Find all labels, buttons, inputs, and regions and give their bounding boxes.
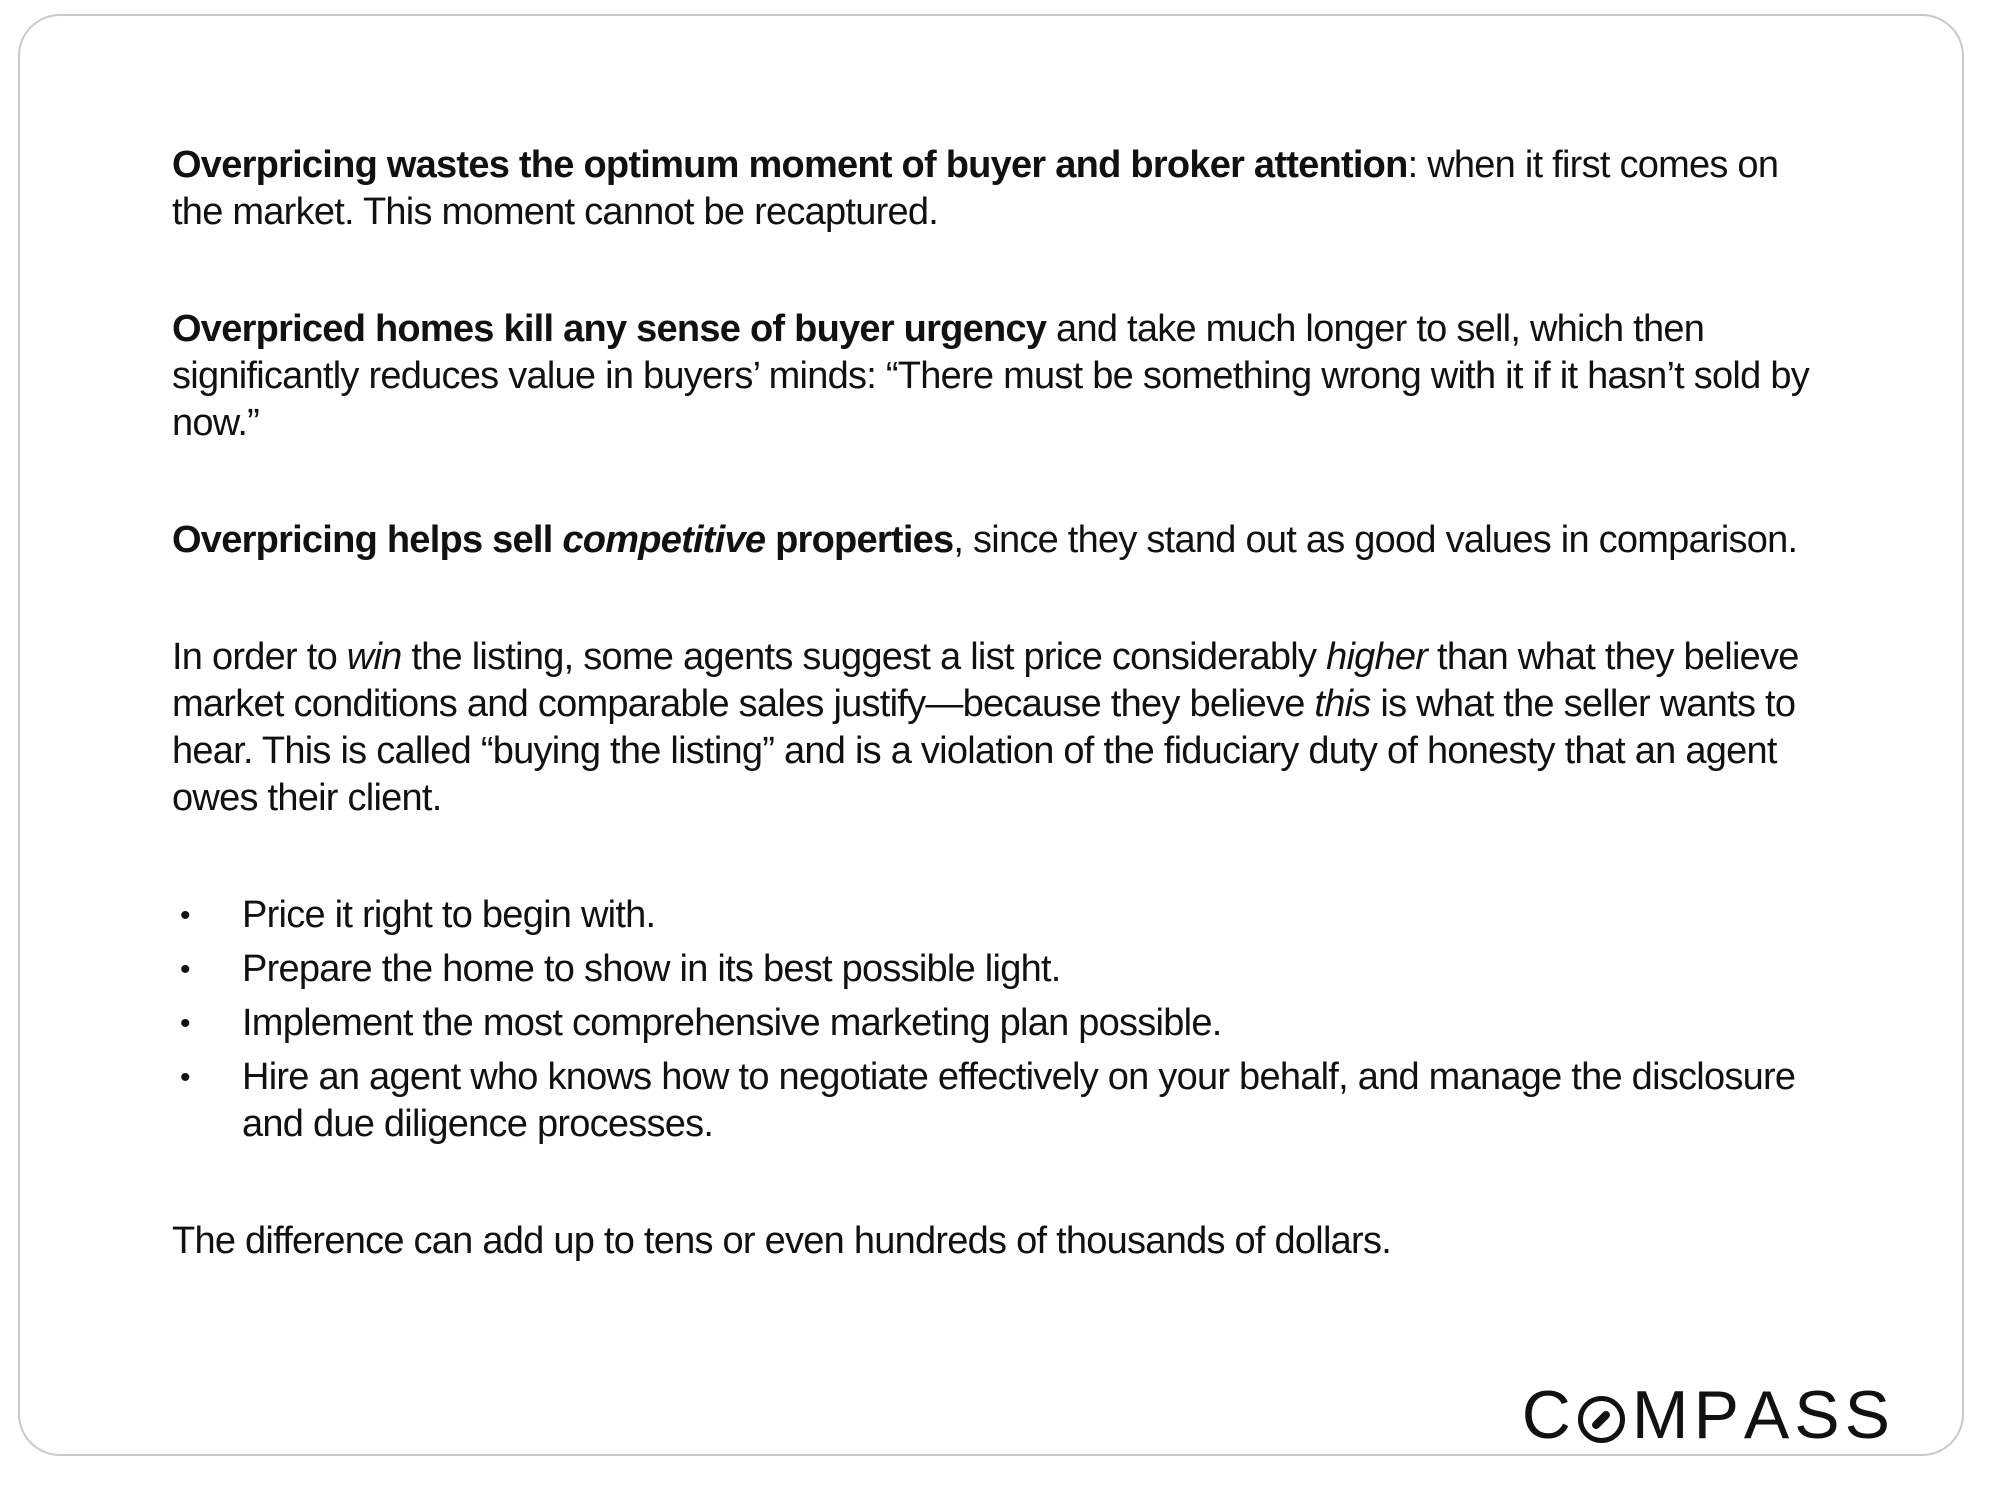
bullet-text (242, 1000, 1832, 1047)
text-run: The difference can add up to tens or even hundreds of thousands of dollars. (172, 1220, 1392, 1262)
bullet-item (172, 1054, 1832, 1148)
bullet-list (172, 892, 1832, 1148)
text-run: Implement the most comprehensive marketing plan possible. (242, 1002, 1222, 1044)
text-run: and take much longer to sell, which then significantly reduces value in buyers’ minds: “There must be something wrong with it if it hasn’t sold by now.” (172, 308, 1809, 444)
text-run: Overpricing helps sell (172, 519, 563, 561)
bullet-icon: • (180, 899, 190, 932)
bullet-icon: • (180, 953, 190, 986)
text-run: : when it first comes on the market. This moment cannot be recaptured. (172, 144, 1779, 233)
text-run: Overpricing wastes the optimum moment of buyer and broker attention (172, 144, 1408, 186)
text-run: Hire an agent who knows how to negotiate effectively on your behalf, and manage the disclosure and due diligence processes. (242, 1056, 1796, 1145)
text-run: the listing, some agents suggest a list price considerably (401, 636, 1327, 678)
bullet-text (242, 946, 1832, 993)
text-run: Prepare the home to show in its best possible light. (242, 948, 1061, 990)
bullet-text (242, 892, 1832, 939)
text-run: win (346, 636, 402, 678)
paragraph (172, 142, 1832, 236)
paragraph (172, 634, 1832, 822)
bullet-item (172, 892, 1832, 939)
compass-logo (1521, 1377, 1890, 1453)
bullet-icon: • (180, 1061, 190, 1094)
logo-letter: A (1743, 1377, 1790, 1453)
text-run: Overpriced homes kill any sense of buyer urgency (172, 308, 1047, 350)
text-run: higher (1326, 636, 1428, 678)
text-run: In order to (172, 636, 347, 678)
text-run: this (1314, 683, 1371, 725)
bullet-item (172, 1000, 1832, 1047)
logo-letter: S (1844, 1377, 1890, 1453)
bullet-text (242, 1054, 1832, 1148)
text-run: Price it right to begin with. (242, 894, 656, 936)
text-run: competitive (562, 519, 766, 561)
logo-letter: C (1521, 1377, 1571, 1453)
needle-icon (1591, 1409, 1612, 1430)
text-run: is what the seller wants to hear. This is called “buying the listing” and is a violation of the fiduciary duty of honesty that an agent owes their client. (172, 683, 1796, 819)
text-run: properties (765, 519, 954, 561)
slide-body-text (172, 142, 1832, 1265)
text-run: than what they believe market conditions and comparable sales justify—because they believe (172, 636, 1799, 725)
paragraph (172, 1218, 1832, 1265)
text-run: , since they stand out as good values in comparison. (953, 519, 1798, 561)
paragraph (172, 517, 1832, 564)
logo-letter: S (1794, 1377, 1840, 1453)
bullet-item (172, 946, 1832, 993)
logo-letter: M (1631, 1377, 1689, 1453)
bullet-icon: • (180, 1007, 190, 1040)
compass-needle-o-icon (1578, 1396, 1625, 1443)
paragraph (172, 306, 1832, 447)
logo-letter: P (1693, 1377, 1739, 1453)
